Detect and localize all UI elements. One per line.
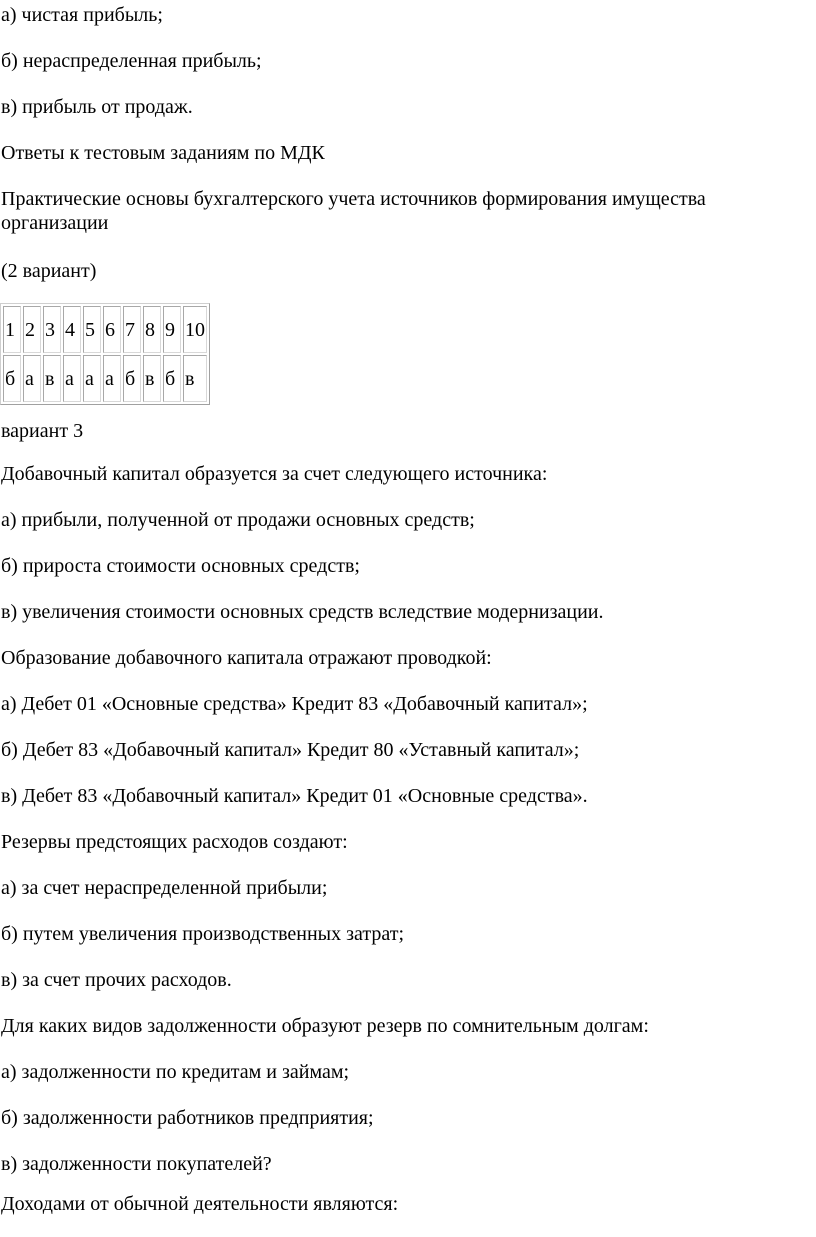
question-number-cell: 5 (83, 306, 101, 353)
question-ordinary-income: Доходами от обычной деятельности являются: (1, 1193, 399, 1215)
question-reserves: Резервы предстоящих расходов создают: (1, 831, 348, 853)
variant-3-label: вариант 3 (1, 420, 84, 442)
option-b-entry: б) Дебет 83 «Добавочный капитал» Кредит 80 «Уставный капитал»; (1, 739, 580, 761)
answer-table (0, 303, 210, 405)
question-number-cell: 3 (43, 306, 61, 353)
option-b-asset-value-growth: б) прироста стоимости основных средств; (1, 555, 360, 577)
option-a-fixed-asset-sale: а) прибыли, полученной от продажи основных средств; (1, 509, 475, 531)
option-c-entry: в) Дебет 83 «Добавочный капитал» Кредит 01 «Основные средства». (1, 785, 588, 807)
variant-label: (2 вариант) (1, 260, 97, 282)
option-a-retained-earnings: а) за счет нераспределенной прибыли; (1, 877, 328, 899)
answer-cell: а (83, 355, 101, 402)
question-number-cell: 10 (183, 306, 207, 353)
option-a-entry: а) Дебет 01 «Основные средства» Кредит 83 «Добавочный капитал»; (1, 693, 588, 715)
question-doubtful-debts: Для каких видов задолженности образуют резерв по сомнительным долгам: (1, 1015, 649, 1037)
answer-table-numbers-row (3, 306, 207, 353)
option-b-employee-debt: б) задолженности работников предприятия; (1, 1107, 374, 1129)
option-b-retained-earnings: б) нераспределенная прибыль; (1, 50, 262, 72)
question-number-cell: 2 (23, 306, 41, 353)
answer-cell: б (123, 355, 141, 402)
question-number-cell: 8 (143, 306, 161, 353)
option-c-customer-debt: в) задолженности покупателей? (1, 1153, 272, 1175)
answer-table-answers-row (3, 355, 207, 402)
course-title: Практические основы бухгалтерского учета источников формирования имущества организации (1, 188, 706, 234)
option-b-production-costs: б) путем увеличения производственных затрат; (1, 923, 405, 945)
question-additional-capital: Добавочный капитал образуется за счет следующего источника: (1, 463, 548, 485)
option-c-modernization: в) увеличения стоимости основных средств вследствие модернизации. (1, 601, 604, 623)
question-number-cell: 9 (163, 306, 181, 353)
option-c-other-expenses: в) за счет прочих расходов. (1, 969, 232, 991)
option-a-net-profit: а) чистая прибыль; (1, 4, 163, 26)
answer-cell: а (23, 355, 41, 402)
question-capital-entry: Образование добавочного капитала отражают проводкой: (1, 647, 492, 669)
answer-cell: в (43, 355, 61, 402)
answer-cell: б (163, 355, 181, 402)
answer-cell: в (183, 355, 207, 402)
answer-cell: а (103, 355, 121, 402)
option-c-sales-profit: в) прибыль от продаж. (1, 96, 193, 118)
question-number-cell: 7 (123, 306, 141, 353)
question-number-cell: 1 (3, 306, 21, 353)
answers-heading: Ответы к тестовым заданиям по МДК (1, 142, 325, 164)
question-number-cell: 6 (103, 306, 121, 353)
answer-cell: а (63, 355, 81, 402)
answer-cell: б (3, 355, 21, 402)
question-number-cell: 4 (63, 306, 81, 353)
option-a-loans-debt: а) задолженности по кредитам и займам; (1, 1061, 350, 1083)
answer-cell: в (143, 355, 161, 402)
